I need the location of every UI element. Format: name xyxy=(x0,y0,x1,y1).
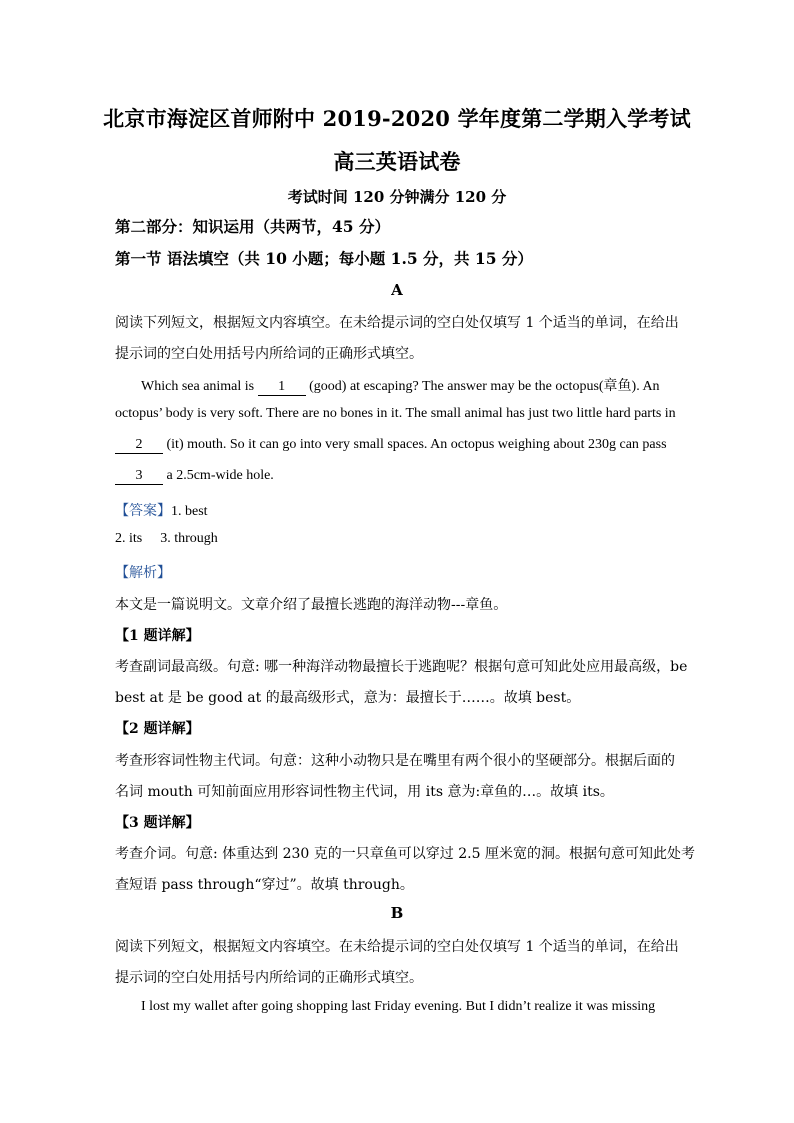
analysis-tag: 【解析】 xyxy=(115,565,171,581)
section-b-instructions-line1: 阅读下列短文，根据短文内容填空。在未给提示词的空白处仅填写 1 个适当的单词，在给出 xyxy=(115,939,679,955)
section-b-instructions-line2: 提示词的空白处用括号内所给词的正确形式填空。 xyxy=(115,970,423,986)
q3-detail-line2: 查短语 pass through“穿过”。故填 through。 xyxy=(115,877,414,893)
q3-detail-line1: 考查介词。句意: 体重达到 230 克的一只章鱼可以穿过 2.5 厘米宽的洞。根据句意可知此处考 xyxy=(115,846,695,862)
q3-detail-tag: 【3 题详解】 xyxy=(115,815,200,831)
q2-detail-tag: 【2 题详解】 xyxy=(115,721,200,737)
q2-detail-line2: 名词 mouth 可知前面应用形容词性物主代词，用 its 意为:章鱼的…。故填 its。 xyxy=(115,784,614,800)
passage-a-line1 xyxy=(141,375,660,396)
exam-time-info: 考试时间 120 分钟满分 120 分 xyxy=(287,188,507,206)
passage-a-line4 xyxy=(115,468,274,485)
q1-detail-line1: 考查副词最高级。句意: 哪一种海洋动物最擅长于逃跑呢？根据句意可知此处应用最高级，be xyxy=(115,659,688,675)
section-heading: 第一节 语法填空（共 10 小题；每小题 1.5 分，共 15 分） xyxy=(115,249,533,268)
passage-a-line2: octopus’ body is very soft. There are no bones in it. The small animal has just two little hard parts in xyxy=(115,406,676,421)
exam-title: 北京市海淀区首师附中 2019-2020 学年度第二学期入学考试 xyxy=(103,106,691,131)
section-a-instructions-line1: 阅读下列短文，根据短文内容填空。在未给提示词的空白处仅填写 1 个适当的单词，在给出 xyxy=(115,315,679,331)
answer-block xyxy=(115,500,208,520)
section-b-letter: B xyxy=(390,904,404,922)
answer-3: 3. through xyxy=(160,531,218,546)
section-a-instructions-line2: 提示词的空白处用括号内所给词的正确形式填空。 xyxy=(115,346,423,362)
answer-1: 1. best xyxy=(171,504,208,519)
answers-2-3 xyxy=(115,531,218,547)
passage-a-line3 xyxy=(115,437,667,454)
section-a-letter: A xyxy=(391,281,403,299)
passage-a-text: a 2.5cm-wide hole. xyxy=(163,468,274,483)
q1-detail-tag: 【1 题详解】 xyxy=(115,628,200,644)
blank-2: 2 xyxy=(115,437,163,454)
exam-subject-title: 高三英语试卷 xyxy=(333,149,461,174)
answer-2: 2. its xyxy=(115,531,143,546)
passage-a-text: (it) mouth. So it can go into very small spaces. An octopus weighing about 230g can pass xyxy=(163,437,667,452)
q2-detail-line1: 考查形容词性物主代词。句意：这种小动物只是在嘴里有两个很小的坚硬部分。根据后面的 xyxy=(115,753,675,769)
blank-3: 3 xyxy=(115,468,163,485)
passage-a-text: (good) at escaping? The answer may be the octopus(章鱼). An xyxy=(305,379,660,394)
answer-tag: 【答案】 xyxy=(115,503,171,519)
part-heading: 第二部分：知识运用（共两节，45 分） xyxy=(115,217,390,236)
analysis-text: 本文是一篇说明文。文章介绍了最擅长逃跑的海洋动物---章鱼。 xyxy=(115,597,508,613)
q1-detail-line2: best at 是 be good at 的最高级形式，意为：最擅长于……。故填 best。 xyxy=(115,690,581,706)
blank-1: 1 xyxy=(258,379,306,396)
passage-b-line1: I lost my wallet after going shopping last Friday evening. But I didn’t realize it was missing xyxy=(141,999,656,1014)
passage-a-text: Which sea animal is xyxy=(141,379,258,394)
